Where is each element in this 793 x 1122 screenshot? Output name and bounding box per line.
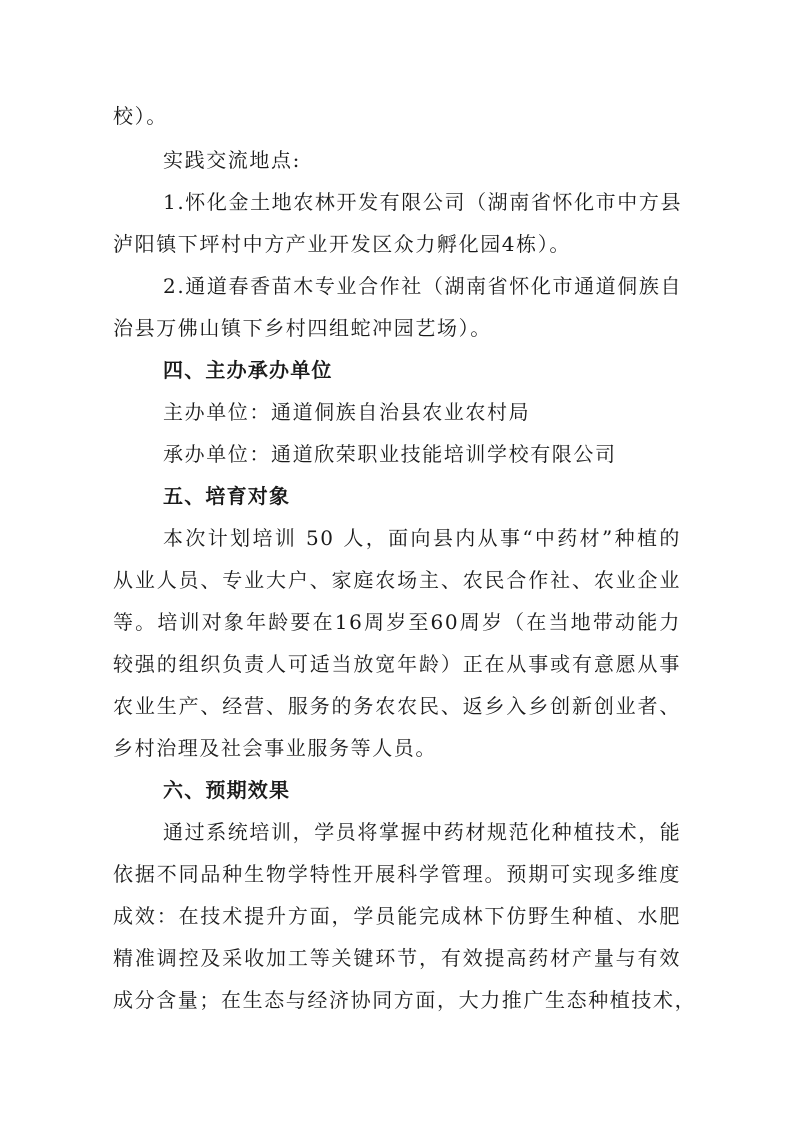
results-line-3: 成效：在技术提升方面，学员能完成林下仿野生种植、水肥: [113, 904, 681, 928]
results-line-4: 精准调控及采收加工等关键环节，有效提高药材产量与有效: [113, 946, 681, 970]
results-line-1: 通过系统培训，学员将掌握中药材规范化种植技术，能: [163, 820, 682, 844]
trainees-line-3: 等。培训对象年龄要在16周岁至60周岁（在当地带动能力: [113, 610, 681, 634]
section-heading-expected-results: 六、预期效果: [163, 778, 291, 802]
text-line-school-end: 校）。: [113, 104, 168, 128]
results-line-5: 成分含量；在生态与经济协同方面，大力推广生态种植技术，: [113, 988, 697, 1012]
location-2-line-1: 2.通道春香苗木专业合作社（湖南省怀化市通道侗族自: [163, 274, 683, 298]
organizer-unit-line: 承办单位：通道欣荣职业技能培训学校有限公司: [163, 442, 617, 466]
location-2-line-2: 治县万佛山镇下乡村四组蛇冲园艺场）。: [113, 316, 492, 340]
practice-location-label: 实践交流地点:: [163, 148, 301, 172]
section-heading-trainees: 五、培育对象: [163, 484, 291, 508]
location-1-line-2: 泸阳镇下坪村中方产业开发区众力孵化园4栋）。: [113, 232, 571, 256]
trainees-line-5: 农业生产、经营、服务的务农农民、返乡入乡创新创业者、: [113, 694, 681, 718]
host-unit-line: 主办单位：通道侗族自治县农业农村局: [163, 400, 531, 424]
trainees-line-6: 乡村治理及社会事业服务等人员。: [113, 736, 437, 760]
results-line-2: 依据不同品种生物学特性开展科学管理。预期可实现多维度: [113, 862, 681, 886]
trainees-line-1: 本次计划培训 50 人，面向县内从事“中药材”种植的: [163, 526, 681, 550]
trainees-line-4: 较强的组织负责人可适当放宽年龄）正在从事或有意愿从事: [113, 652, 681, 676]
trainees-line-2: 从业人员、专业大户、家庭农场主、农民合作社、农业企业: [113, 568, 681, 592]
location-1-line-1: 1.怀化金土地农林开发有限公司（湖南省怀化市中方县: [163, 190, 683, 214]
section-heading-organizers: 四、主办承办单位: [163, 358, 333, 382]
